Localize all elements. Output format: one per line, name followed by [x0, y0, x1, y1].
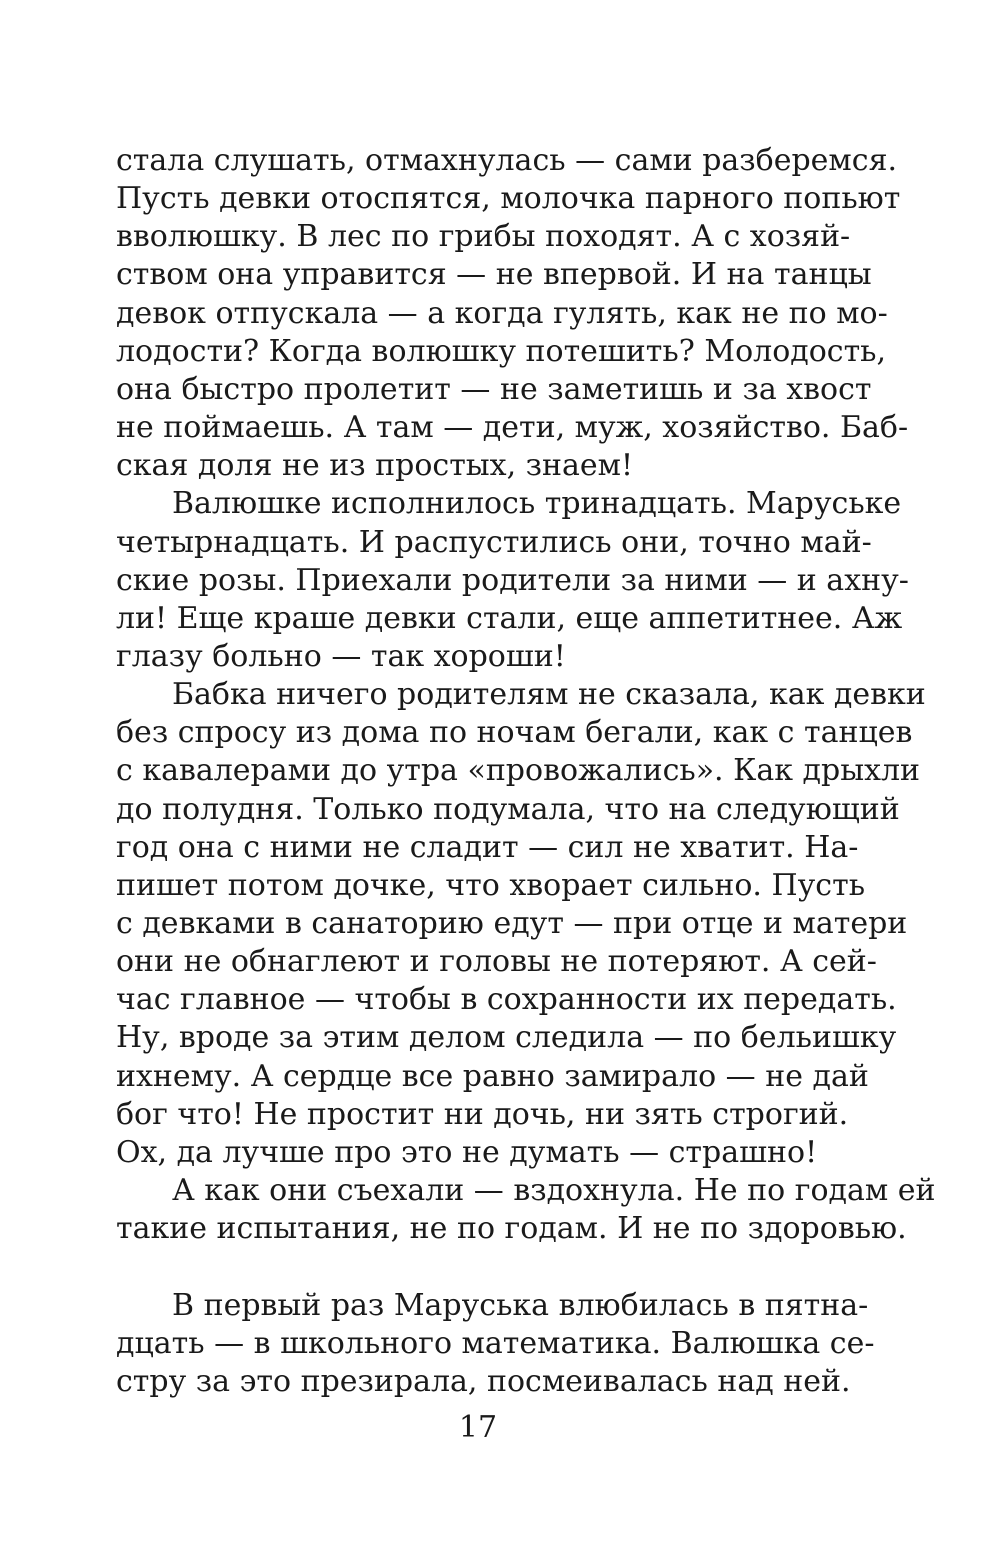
text-line: А как они съехали — вздохнула. Не по годам ей	[172, 1173, 936, 1208]
text-line: вволюшку. В лес по грибы походят. А с хозяй-	[116, 219, 851, 254]
text-line: стала слушать, отмахнулась — сами разберемся.	[116, 143, 898, 178]
text-line: Ну, вроде за этим делом следила — по бельишку	[116, 1020, 897, 1055]
text-line: бог что! Не простит ни дочь, ни зять строгий.	[116, 1097, 849, 1132]
text-line: ихнему. А сердце все равно замирало — не дай	[116, 1059, 869, 1094]
text-line: год она с ними не сладит — сил не хватит. На-	[116, 830, 859, 865]
text-line: с кавалерами до утра «провожались». Как дрыхли	[116, 753, 921, 788]
text-line: не поймаешь. А там — дети, муж, хозяйство. Баб-	[116, 410, 909, 445]
text-line: дцать — в школьного математика. Валюшка се-	[116, 1326, 875, 1361]
text-line: пишет потом дочке, что хворает сильно. Пусть	[116, 868, 866, 903]
text-line: ством она управится — не впервой. И на танцы	[116, 257, 872, 292]
text-line: они не обнаглеют и головы не потеряют. А сей-	[116, 944, 877, 979]
text-line: Бабка ничего родителям не сказала, как девки	[172, 677, 926, 712]
text-line: Пусть девки отоспятся, молочка парного попьют	[116, 181, 901, 216]
text-line: Валюшке исполнилось тринадцать. Маруське	[172, 486, 902, 521]
text-line: такие испытания, не по годам. И не по здоровью.	[116, 1211, 907, 1246]
text-line: девок отпускала — а когда гулять, как не по мо-	[116, 296, 888, 331]
text-line: глазу больно — так хороши!	[116, 639, 566, 674]
text-line: без спросу из дома по ночам бегали, как с танцев	[116, 715, 913, 750]
text-line: она быстро пролетит — не заметишь и за хвост	[116, 372, 872, 407]
text-line: с девками в санаторию едут — при отце и матери	[116, 906, 908, 941]
text-line: Ох, да лучше про это не думать — страшно!	[116, 1135, 818, 1170]
text-line: ские розы. Приехали родители за ними — и ахну-	[116, 563, 909, 598]
text-line: четырнадцать. И распустились они, точно май-	[116, 525, 872, 560]
text-line: ли! Еще краше девки стали, еще аппетитнее. Аж	[116, 601, 903, 636]
text-line: ская доля не из простых, знаем!	[116, 448, 634, 483]
text-line: час главное — чтобы в сохранности их передать.	[116, 982, 897, 1017]
text-line: до полудня. Только подумала, что на следующий	[116, 792, 900, 827]
text-line: лодости? Когда волюшку потешить? Молодость,	[116, 334, 887, 369]
text-line: В первый раз Маруська влюбилась в пятна-	[172, 1288, 869, 1323]
page-number: 17	[458, 1410, 498, 1445]
text-line: стру за это презирала, посмеивалась над ней.	[116, 1364, 851, 1399]
